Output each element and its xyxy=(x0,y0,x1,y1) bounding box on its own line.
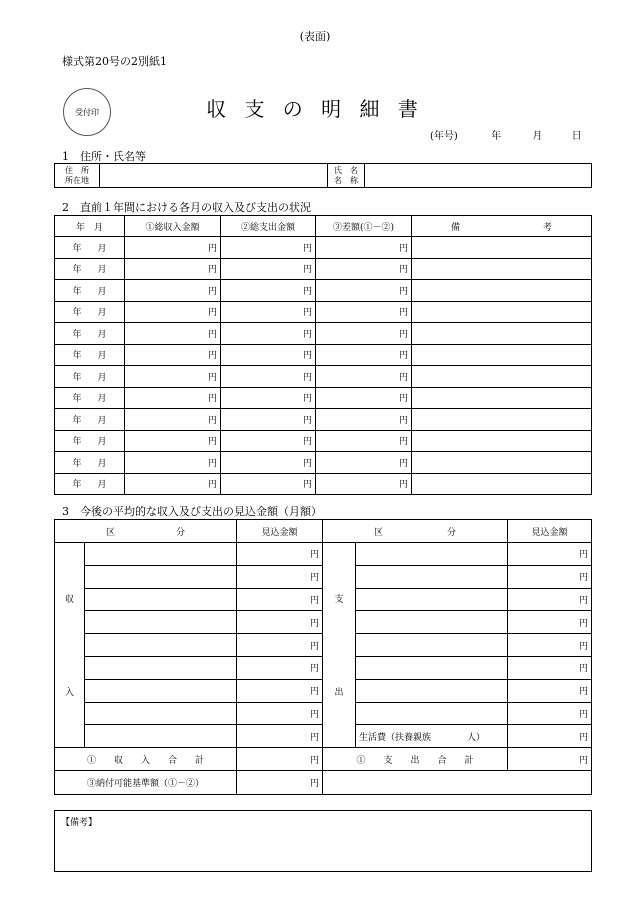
payable-base-amount[interactable]: 円 xyxy=(237,771,323,795)
month-cell[interactable]: 年 月 xyxy=(55,473,125,495)
income-amount-cell[interactable]: 円 xyxy=(237,634,323,657)
income-cell[interactable]: 円 xyxy=(125,237,221,259)
address-label: 住 所 所在地 xyxy=(55,164,100,188)
month-cell[interactable]: 年 月 xyxy=(55,237,125,259)
table-row xyxy=(55,409,592,431)
expense-item-cell[interactable] xyxy=(356,634,508,657)
remarks-cell[interactable] xyxy=(412,387,592,409)
table-row xyxy=(55,452,592,474)
era-label: (年号) xyxy=(430,131,458,142)
year-label: 年 xyxy=(491,131,502,142)
section3-heading: 3 今後の平均的な収入及び支出の見込金額（月額） xyxy=(62,505,322,518)
table-row xyxy=(55,237,592,259)
section2-heading: 2 直前１年間における各月の収入及び支出の状況 xyxy=(62,201,311,214)
expense-amount-cell[interactable]: 円 xyxy=(508,543,592,566)
income-amount-cell[interactable]: 円 xyxy=(237,656,323,679)
remarks-cell[interactable] xyxy=(412,452,592,474)
expense-side-label: 支 出 xyxy=(323,543,356,748)
living-cost-cell[interactable]: 生活費（扶養親族 人） xyxy=(356,725,508,748)
difference-cell[interactable]: 円 xyxy=(316,323,412,345)
reception-stamp xyxy=(63,88,111,136)
expense-item-cell[interactable] xyxy=(356,656,508,679)
remarks-cell[interactable] xyxy=(412,237,592,259)
table-row xyxy=(55,430,592,452)
month-cell[interactable]: 年 月 xyxy=(55,323,125,345)
income-cell[interactable]: 円 xyxy=(125,366,221,388)
income-item-cell[interactable] xyxy=(85,634,237,657)
header-year-month: 年 月 xyxy=(55,216,125,237)
difference-cell[interactable]: 円 xyxy=(316,430,412,452)
expense-cell[interactable]: 円 xyxy=(221,387,316,409)
difference-cell[interactable]: 円 xyxy=(316,366,412,388)
month-cell[interactable]: 年 月 xyxy=(55,301,125,323)
month-cell[interactable]: 年 月 xyxy=(55,366,125,388)
expense-amount-cell[interactable]: 円 xyxy=(508,725,592,748)
header-total-income: ①総収入金額 xyxy=(125,216,221,237)
difference-cell[interactable]: 円 xyxy=(316,237,412,259)
remarks-cell[interactable] xyxy=(412,301,592,323)
difference-cell[interactable]: 円 xyxy=(316,344,412,366)
section1-heading: 1 住所・氏名等 xyxy=(62,150,146,163)
difference-cell[interactable]: 円 xyxy=(316,280,412,302)
header-difference: ③差額(①－②) xyxy=(316,216,412,237)
expense-item-cell[interactable] xyxy=(356,588,508,611)
month-cell[interactable]: 年 月 xyxy=(55,387,125,409)
income-amount-cell[interactable]: 円 xyxy=(237,588,323,611)
remarks-cell[interactable] xyxy=(412,258,592,280)
month-cell[interactable]: 年 月 xyxy=(55,430,125,452)
income-cell[interactable]: 円 xyxy=(125,387,221,409)
header-remarks: 備 考 xyxy=(412,216,592,237)
expense-cell[interactable]: 円 xyxy=(221,473,316,495)
table-row xyxy=(55,258,592,280)
difference-cell[interactable]: 円 xyxy=(316,258,412,280)
remarks-label: 【備考】 xyxy=(61,818,98,828)
table-row xyxy=(55,473,592,495)
expense-amount-cell[interactable]: 円 xyxy=(508,679,592,702)
remarks-cell[interactable] xyxy=(412,344,592,366)
expense-total-label: ① 支 出 合 計 xyxy=(323,748,508,771)
expense-amount-cell[interactable]: 円 xyxy=(508,565,592,588)
expense-cell[interactable]: 円 xyxy=(221,237,316,259)
expense-amount-cell[interactable]: 円 xyxy=(508,656,592,679)
expense-item-cell[interactable] xyxy=(356,543,508,566)
table-row xyxy=(55,280,592,302)
totals-row xyxy=(55,748,592,771)
income-item-cell[interactable] xyxy=(85,656,237,679)
income-cell[interactable]: 円 xyxy=(125,473,221,495)
table-row xyxy=(55,543,592,566)
expense-cell[interactable]: 円 xyxy=(221,301,316,323)
income-cell[interactable]: 円 xyxy=(125,409,221,431)
form-number: 様式第20号の2別紙1 xyxy=(62,55,167,68)
remarks-cell[interactable] xyxy=(412,280,592,302)
payable-base-label: ③納付可能基準額（①－②） xyxy=(55,771,237,795)
expense-amount-cell[interactable]: 円 xyxy=(508,634,592,657)
table-row xyxy=(55,323,592,345)
month-cell[interactable]: 年 月 xyxy=(55,452,125,474)
month-cell[interactable]: 年 月 xyxy=(55,409,125,431)
income-cell[interactable]: 円 xyxy=(125,430,221,452)
forecast-table xyxy=(54,519,592,795)
expense-cell[interactable]: 円 xyxy=(221,323,316,345)
income-cell[interactable]: 円 xyxy=(125,323,221,345)
income-total-amount[interactable]: 円 xyxy=(237,748,323,771)
expense-amount-cell[interactable]: 円 xyxy=(508,588,592,611)
income-cell[interactable]: 円 xyxy=(125,280,221,302)
stamp-label: 受付印 xyxy=(75,107,99,117)
income-amount-cell[interactable]: 円 xyxy=(237,725,323,748)
remarks-box[interactable] xyxy=(54,810,592,872)
payable-base-row xyxy=(55,771,592,795)
month-cell[interactable]: 年 月 xyxy=(55,280,125,302)
month-cell[interactable]: 年 月 xyxy=(55,344,125,366)
difference-cell[interactable]: 円 xyxy=(316,409,412,431)
month-cell[interactable]: 年 月 xyxy=(55,258,125,280)
income-kubun-header: 区 分 xyxy=(55,520,237,543)
remarks-cell[interactable] xyxy=(412,409,592,431)
month-label: 月 xyxy=(532,131,543,142)
expense-item-cell[interactable] xyxy=(356,679,508,702)
expense-cell[interactable]: 円 xyxy=(221,344,316,366)
income-item-cell[interactable] xyxy=(85,588,237,611)
expense-cell[interactable]: 円 xyxy=(221,409,316,431)
name-label: 氏 名 名 称 xyxy=(328,164,365,188)
expense-total-amount[interactable]: 円 xyxy=(508,748,592,771)
expense-item-cell[interactable] xyxy=(356,565,508,588)
income-item-cell[interactable] xyxy=(85,611,237,634)
income-item-cell[interactable] xyxy=(85,679,237,702)
document-title: 収 支 の 明 細 書 xyxy=(206,97,424,121)
expense-item-cell[interactable] xyxy=(356,702,508,725)
income-total-label: ① 収 入 合 計 xyxy=(55,748,237,771)
income-amount-cell[interactable]: 円 xyxy=(237,543,323,566)
remarks-cell[interactable] xyxy=(412,473,592,495)
expense-amount-cell[interactable]: 円 xyxy=(508,611,592,634)
expense-item-cell[interactable] xyxy=(356,611,508,634)
income-amount-header: 見込金額 xyxy=(237,520,323,543)
income-amount-cell[interactable]: 円 xyxy=(237,565,323,588)
monthly-table xyxy=(54,215,592,495)
expense-cell[interactable]: 円 xyxy=(221,258,316,280)
income-cell[interactable]: 円 xyxy=(125,301,221,323)
difference-cell[interactable]: 円 xyxy=(316,452,412,474)
expense-cell[interactable]: 円 xyxy=(221,366,316,388)
expense-cell[interactable]: 円 xyxy=(221,452,316,474)
table-row xyxy=(55,344,592,366)
expense-kubun-header: 区 分 xyxy=(323,520,508,543)
remarks-cell[interactable] xyxy=(412,323,592,345)
difference-cell[interactable]: 円 xyxy=(316,387,412,409)
income-cell[interactable]: 円 xyxy=(125,258,221,280)
table-row xyxy=(55,387,592,409)
income-item-cell[interactable] xyxy=(85,565,237,588)
income-cell[interactable]: 円 xyxy=(125,344,221,366)
address-name-table xyxy=(54,163,592,188)
header-total-expense: ②総支出金額 xyxy=(221,216,316,237)
expense-amount-header: 見込金額 xyxy=(508,520,592,543)
income-item-cell[interactable] xyxy=(85,543,237,566)
day-label: 日 xyxy=(571,131,582,142)
table-row xyxy=(55,301,592,323)
blank-cell xyxy=(323,771,592,795)
date-line xyxy=(430,127,582,142)
income-item-cell[interactable] xyxy=(85,702,237,725)
expense-amount-cell[interactable]: 円 xyxy=(508,702,592,725)
income-amount-cell[interactable]: 円 xyxy=(237,611,323,634)
expense-cell[interactable]: 円 xyxy=(221,280,316,302)
page-face-label: (表面) xyxy=(299,30,331,43)
income-item-cell[interactable] xyxy=(85,725,237,748)
income-cell[interactable]: 円 xyxy=(125,452,221,474)
address-field[interactable] xyxy=(100,164,328,188)
name-field[interactable] xyxy=(365,164,592,188)
remarks-cell[interactable] xyxy=(412,366,592,388)
difference-cell[interactable]: 円 xyxy=(316,301,412,323)
difference-cell[interactable]: 円 xyxy=(316,473,412,495)
remarks-cell[interactable] xyxy=(412,430,592,452)
income-amount-cell[interactable]: 円 xyxy=(237,679,323,702)
table-row xyxy=(55,366,592,388)
expense-cell[interactable]: 円 xyxy=(221,430,316,452)
income-side-label: 収 入 xyxy=(55,543,85,748)
income-amount-cell[interactable]: 円 xyxy=(237,702,323,725)
